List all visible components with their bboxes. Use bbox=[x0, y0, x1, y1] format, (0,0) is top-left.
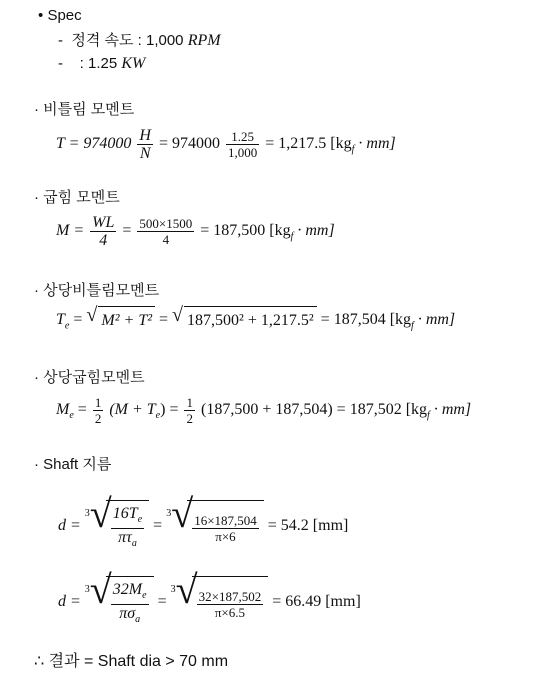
spec-item-power: - : 1.25 KW bbox=[58, 55, 146, 72]
formula-diameter-torsion: d = $^3$ √ $\frac{16T_e}{\pi\tau_a}$ = $^3$ √ $\frac{16\times 187,504}{\pi\times 6}$ = 54.2 [mm] bbox=[58, 500, 348, 553]
section-title-eq-bending: · 상당굽힘모멘트 bbox=[34, 369, 145, 386]
formula-torsion: T = 974000 $\frac{H}{N}$ = 974000 $\frac{1.25}{1,000}$ = 1,217.5 $[kg_f \cdot mm]$ bbox=[56, 126, 396, 162]
section-title-eq-torsion: · 상당비틀림모멘트 bbox=[34, 282, 160, 299]
formula-eq-torsion: $T_e$ = √ M² + T² = √ 187,500² + 1,217.5² = 187,504 $[kg_f \cdot mm]$ bbox=[56, 306, 455, 340]
sqrt-symbol: √ M² + T² bbox=[86, 306, 155, 335]
cube-root-symbol: √ $\frac{16T_e}{\pi\tau_a}$ bbox=[90, 500, 149, 553]
section-title-bending: · 굽힘 모멘트 bbox=[34, 189, 120, 206]
spec-heading bbox=[38, 6, 82, 26]
spec-title: Spec bbox=[47, 7, 82, 24]
conclusion: ∴ 결과 = Shaft dia > 70 mm bbox=[34, 653, 229, 670]
section-title-shaft: · Shaft 지름 bbox=[34, 456, 112, 473]
formula-bending: M = $\frac{WL}{4}$ = $\frac{500\times 1500}{4}$ = 187,500 $[kg_f \cdot mm]$ bbox=[56, 213, 335, 249]
spec-item-speed: - 정격 속도 : 1,000 RPM bbox=[58, 32, 221, 49]
formula-eq-bending: $M_e$ = $\frac{1}{2}$ $(M + T_e)$ = $\frac{1}{2}$ (187,500 + 187,504) = 187,502 $[kg_f \cdot mm]$ bbox=[56, 394, 472, 426]
formula-diameter-bending: d = $^3$ √ $\frac{32M_e}{\pi\sigma_a}$ = $^3$ √ $\frac{32\times 187,502}{\pi\times 6.5}$ = 66.49 [mm] bbox=[58, 576, 361, 629]
section-title-torsion: · 비틀림 모멘트 bbox=[34, 101, 135, 118]
bullet-icon: • bbox=[38, 7, 44, 24]
fraction-h-n: $\frac{H}{N}$ bbox=[139, 126, 151, 162]
fraction-power-speed: $\frac{1.25}{1,000}$ bbox=[228, 128, 258, 160]
